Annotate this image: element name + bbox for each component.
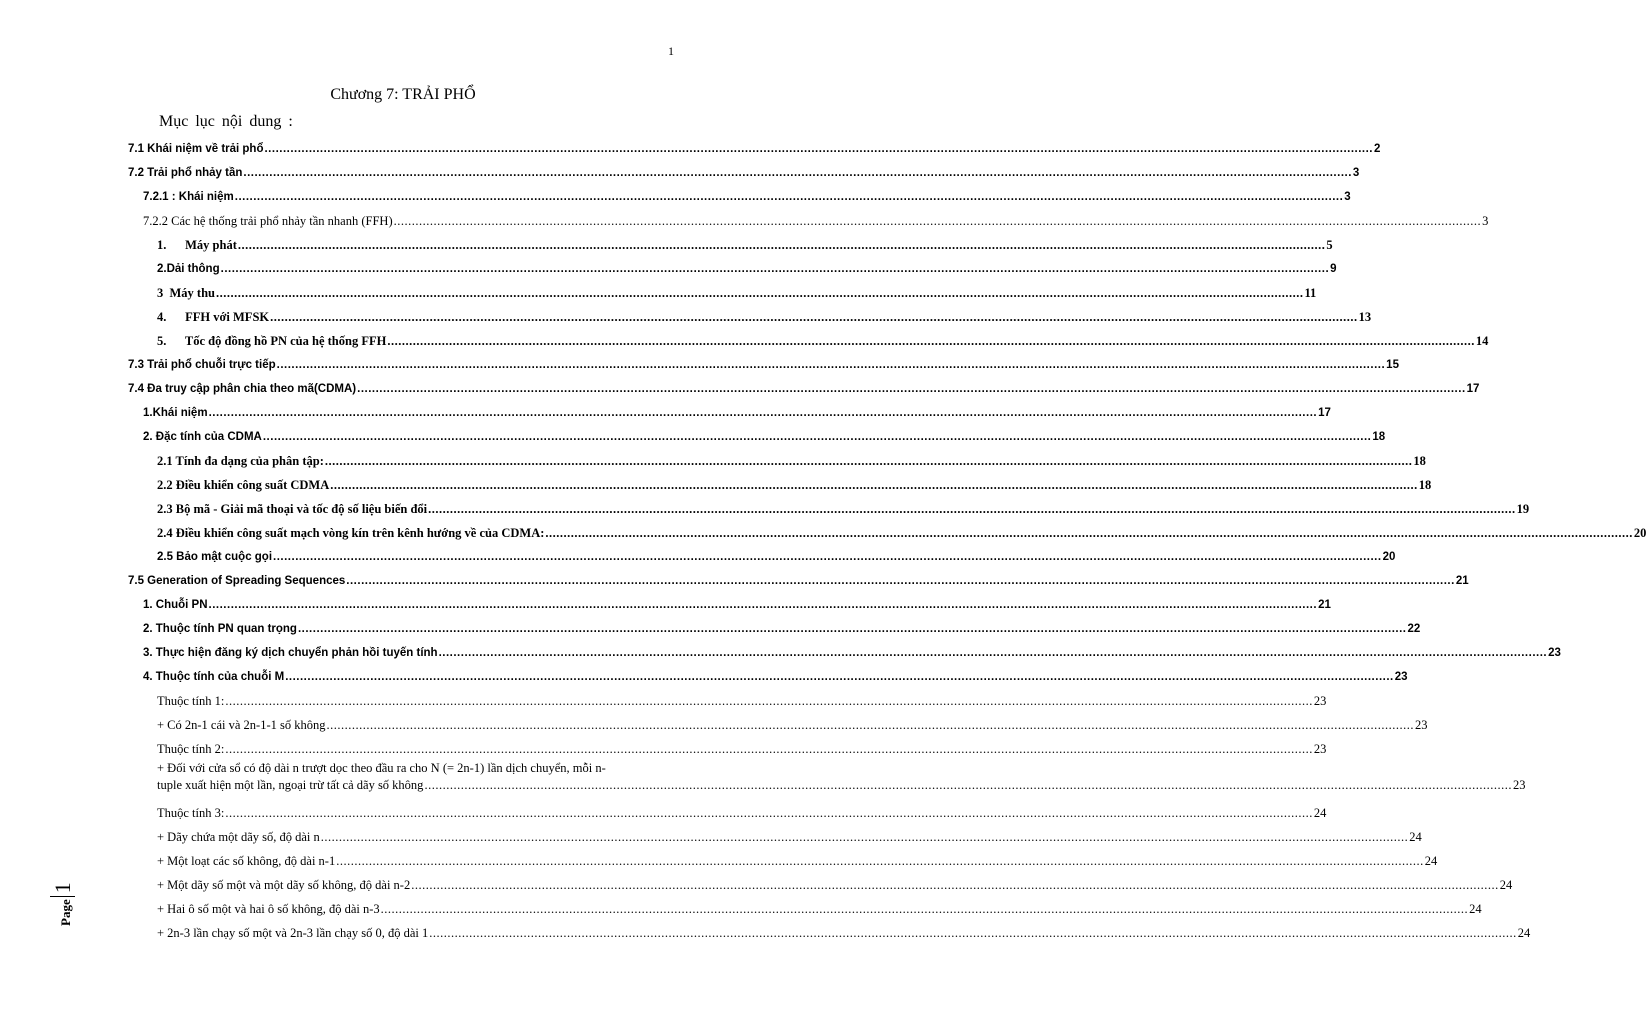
dot-leader: ............................................................................................................................................................................................................................................................................................................ <box>208 407 1318 419</box>
toc-page: 23 <box>1512 778 1526 792</box>
dot-leader: ............................................................................................................................................................................................................................................................................................................ <box>297 623 1407 635</box>
toc-entry[interactable]: 5. Tốc độ đồng hồ PN của hệ thống FFH ............................................................................................................................................................................................................................................................................................................ 14 <box>157 334 1489 348</box>
toc-entry[interactable]: Thuộc tính 3: ............................................................................................................................................................................................................................................................................................................ 24 <box>157 806 1327 820</box>
dot-leader: ............................................................................................................................................................................................................................................................................................................ <box>336 854 1424 868</box>
toc-page: 2 <box>1374 143 1381 155</box>
toc-entry[interactable]: 1. Máy phát ............................................................................................................................................................................................................................................................................................................ 5 <box>157 238 1333 252</box>
toc-page: 17 <box>1318 407 1331 419</box>
toc-page: 19 <box>1516 502 1530 516</box>
dot-leader: ............................................................................................................................................................................................................................................................................................................ <box>438 647 1548 659</box>
toc-entry[interactable]: 7.2.2 Các hệ thống trải phổ nhảy tần nhanh (FFH) ............................................................................................................................................................................................................................................................................................................ 3 <box>143 214 1489 228</box>
dot-leader: ............................................................................................................................................................................................................................................................................................................ <box>387 334 1475 348</box>
page-side-number: 1 <box>50 882 75 897</box>
dot-leader: ............................................................................................................................................................................................................................................................................................................ <box>326 718 1414 732</box>
toc-page: 13 <box>1358 310 1372 324</box>
dot-leader: ............................................................................................................................................................................................................................................................................................................ <box>216 286 1304 300</box>
toc-page: 24 <box>1469 902 1482 916</box>
toc-page: 24 <box>1517 926 1531 940</box>
toc-entry[interactable]: 2.5 Bảo mật cuộc gọi ............................................................................................................................................................................................................................................................................................................ 20 <box>157 551 1396 563</box>
toc-page: 20 <box>1633 526 1646 540</box>
toc-entry[interactable]: 4. FFH với MFSK ............................................................................................................................................................................................................................................................................................................ 13 <box>157 310 1372 324</box>
dot-leader: ............................................................................................................................................................................................................................................................................................................ <box>270 310 1358 324</box>
toc-page: 24 <box>1313 806 1327 820</box>
dot-leader: ............................................................................................................................................................................................................................................................................................................ <box>225 694 1313 708</box>
dot-leader: ............................................................................................................................................................................................................................................................................................................ <box>234 191 1344 203</box>
toc-entry[interactable]: 7.2 Trải phổ nhảy tần ............................................................................................................................................................................................................................................................................................................ 3 <box>128 167 1360 179</box>
toc-page: 3 <box>1482 214 1489 228</box>
dot-leader: ............................................................................................................................................................................................................................................................................................................ <box>225 742 1313 756</box>
toc-entry[interactable]: + Có 2n-1 cái và 2n-1-1 số không ............................................................................................................................................................................................................................................................................................................ 23 <box>157 718 1428 732</box>
dot-leader: ............................................................................................................................................................................................................................................................................................................ <box>393 214 1482 228</box>
dot-leader: ............................................................................................................................................................................................................................................................................................................ <box>237 238 1326 252</box>
dot-leader: ............................................................................................................................................................................................................................................................................................................ <box>429 926 1517 940</box>
toc-page: 23 <box>1313 694 1327 708</box>
toc-entry[interactable]: Thuộc tính 2: ............................................................................................................................................................................................................................................................................................................ 23 <box>157 742 1327 756</box>
page-side-label <box>50 882 76 926</box>
toc-entry[interactable]: 7.3 Trải phổ chuỗi trực tiếp ............................................................................................................................................................................................................................................................................................................ 15 <box>128 359 1399 371</box>
dot-leader: ............................................................................................................................................................................................................................................................................................................ <box>208 599 1318 611</box>
dot-leader: ............................................................................................................................................................................................................................................................................................................ <box>225 806 1313 820</box>
toc-page: 3 <box>1344 191 1351 203</box>
toc-entry[interactable]: 4. Thuộc tính của chuỗi M ............................................................................................................................................................................................................................................................................................................ 23 <box>143 671 1408 683</box>
dot-leader: ............................................................................................................................................................................................................................................................................................................ <box>285 671 1394 683</box>
page-word: Page <box>58 899 73 926</box>
dot-leader: ............................................................................................................................................................................................................................................................................................................ <box>273 551 1382 563</box>
toc-line-2: tuple xuất hiện một lần, ngoại trừ tất cả dãy số không ............................................................................................................................................................................................................................................................................................................ 23 <box>157 778 1526 792</box>
dot-leader: ............................................................................................................................................................................................................................................................................................................ <box>320 830 1409 844</box>
dot-leader: ............................................................................................................................................................................................................................................................................................................ <box>264 143 1374 155</box>
toc-page: 21 <box>1318 599 1331 611</box>
toc-entry[interactable]: 2.1 Tính đa dạng của phân tập: ............................................................................................................................................................................................................................................................................................................ 18 <box>157 454 1426 468</box>
toc-page: 20 <box>1382 551 1396 563</box>
toc-entry[interactable]: 7.5 Generation of Spreading Sequences ............................................................................................................................................................................................................................................................................................................ 21 <box>128 575 1469 587</box>
toc-page: 18 <box>1418 478 1432 492</box>
toc-page: 9 <box>1330 263 1337 275</box>
toc-heading: Mục lục nội dung : <box>159 113 293 130</box>
toc-entry[interactable]: 3 Máy thu ............................................................................................................................................................................................................................................................................................................ 11 <box>157 286 1317 300</box>
toc-entry[interactable]: + Một dãy số một và một dãy số không, độ dài n-2 ............................................................................................................................................................................................................................................................................................................ 24 <box>157 878 1513 892</box>
toc-page: 11 <box>1304 286 1317 300</box>
toc-line-1: + Đối với cửa sổ có độ dài n trượt dọc theo đầu ra cho N (= 2n-1) lần dịch chuyển, mỗi n- <box>157 761 606 775</box>
dot-leader: ............................................................................................................................................................................................................................................................................................................ <box>380 902 1469 916</box>
dot-leader: ............................................................................................................................................................................................................................................................................................................ <box>428 502 1516 516</box>
toc-page: 17 <box>1466 383 1480 395</box>
toc-page: 23 <box>1414 718 1428 732</box>
toc-entry[interactable]: 2. Thuộc tính PN quan trọng ............................................................................................................................................................................................................................................................................................................ 22 <box>143 623 1421 635</box>
dot-leader: ............................................................................................................................................................................................................................................................................................................ <box>346 575 1455 587</box>
toc-entry[interactable]: Thuộc tính 1: ............................................................................................................................................................................................................................................................................................................ 23 <box>157 694 1327 708</box>
page-number: 1 <box>668 44 674 58</box>
toc-page: 23 <box>1394 671 1408 683</box>
chapter-title: Chương 7: TRẢI PHỔ <box>330 86 476 103</box>
toc-page: 22 <box>1407 623 1421 635</box>
dot-leader: ............................................................................................................................................................................................................................................................................................................ <box>411 878 1499 892</box>
toc-entry[interactable]: 7.2.1 : Khái niệm ............................................................................................................................................................................................................................................................................................................ 3 <box>143 191 1351 203</box>
toc-page: 23 <box>1548 647 1561 659</box>
toc-entry[interactable]: 7.1 Khái niệm về trải phổ ............................................................................................................................................................................................................................................................................................................ 2 <box>128 143 1381 155</box>
toc-entry[interactable]: 2.4 Điều khiển công suất mạch vòng kín trên kênh hướng về của CDMA: ............................................................................................................................................................................................................................................................................................................ 20 <box>157 526 1646 540</box>
toc-entry[interactable]: + 2n-3 lần chạy số một và 2n-3 lần chạy số 0, độ dài 1 ............................................................................................................................................................................................................................................................................................................ 24 <box>157 926 1531 940</box>
toc-page: 3 <box>1352 167 1360 179</box>
toc-page: 21 <box>1455 575 1469 587</box>
dot-leader: ............................................................................................................................................................................................................................................................................................................ <box>330 478 1418 492</box>
toc-entry[interactable]: 7.4 Đa truy cập phân chia theo mã(CDMA) ............................................................................................................................................................................................................................................................................................................ 17 <box>128 383 1480 395</box>
toc-page: 24 <box>1409 830 1422 844</box>
toc-entry[interactable]: 1.Khái niệm ............................................................................................................................................................................................................................................................................................................ 17 <box>143 407 1331 419</box>
toc-page: 18 <box>1372 431 1386 443</box>
dot-leader: ............................................................................................................................................................................................................................................................................................................ <box>424 778 1512 792</box>
dot-leader: ............................................................................................................................................................................................................................................................................................................ <box>276 359 1386 371</box>
toc-page: 18 <box>1413 454 1426 468</box>
toc-page: 24 <box>1499 878 1513 892</box>
toc-entry[interactable]: 2. Đặc tính của CDMA ............................................................................................................................................................................................................................................................................................................ 18 <box>143 431 1386 443</box>
toc-entry[interactable]: 2.2 Điều khiển công suất CDMA ............................................................................................................................................................................................................................................................................................................ 18 <box>157 478 1432 492</box>
toc-entry[interactable]: 2.3 Bộ mã - Giải mã thoại và tốc độ số liệu biến đổi ............................................................................................................................................................................................................................................................................................................ 19 <box>157 502 1530 516</box>
toc-entry[interactable]: 1. Chuỗi PN ............................................................................................................................................................................................................................................................................................................ 21 <box>143 599 1331 611</box>
toc-entry-multiline[interactable] <box>157 760 1526 794</box>
toc-entry[interactable]: 3. Thực hiện đăng ký dịch chuyển phản hồi tuyến tính ............................................................................................................................................................................................................................................................................................................ 23 <box>143 647 1561 659</box>
toc-page: 14 <box>1475 334 1489 348</box>
dot-leader: ............................................................................................................................................................................................................................................................................................................ <box>220 263 1330 275</box>
toc-page: 5 <box>1326 238 1333 252</box>
toc-entry[interactable]: + Một loạt các số không, độ dài n-1 ............................................................................................................................................................................................................................................................................................................ 24 <box>157 854 1438 868</box>
dot-leader: ............................................................................................................................................................................................................................................................................................................ <box>357 383 1466 395</box>
dot-leader: ............................................................................................................................................................................................................................................................................................................ <box>243 167 1352 179</box>
toc-page: 23 <box>1313 742 1327 756</box>
toc-entry[interactable]: + Dãy chứa một dãy số, độ dài n ............................................................................................................................................................................................................................................................................................................ 24 <box>157 830 1422 844</box>
toc-page: 15 <box>1386 359 1399 371</box>
toc-page: 24 <box>1424 854 1438 868</box>
toc-entry[interactable]: + Hai ô số một và hai ô số không, độ dài n-3 ............................................................................................................................................................................................................................................................................................................ 24 <box>157 902 1482 916</box>
dot-leader: ............................................................................................................................................................................................................................................................................................................ <box>324 454 1413 468</box>
toc-entry[interactable]: 2.Dải thông ............................................................................................................................................................................................................................................................................................................ 9 <box>157 263 1337 275</box>
dot-leader: ............................................................................................................................................................................................................................................................................................................ <box>262 431 1372 443</box>
dot-leader: ............................................................................................................................................................................................................................................................................................................ <box>545 526 1633 540</box>
